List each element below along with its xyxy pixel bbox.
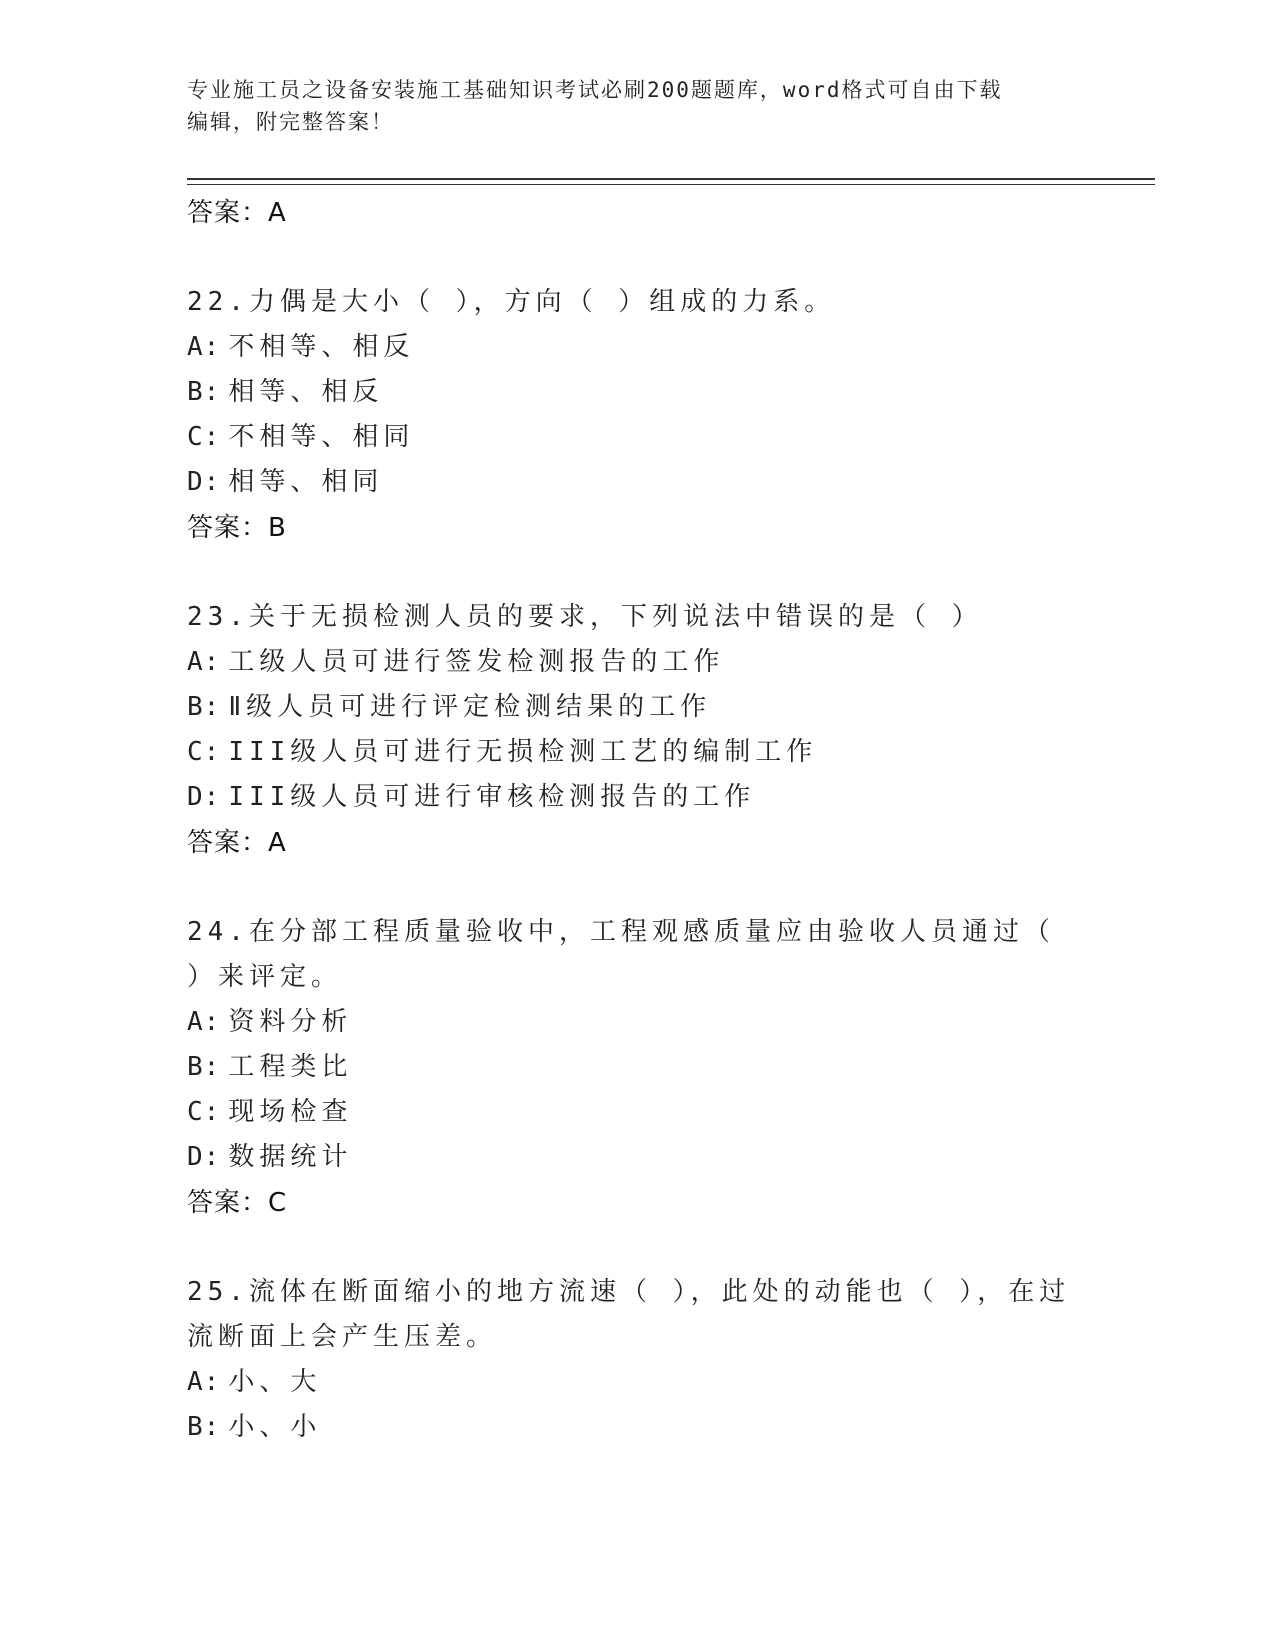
option-letter: B: bbox=[187, 377, 221, 407]
option-text: 不相等、相反 bbox=[228, 332, 415, 362]
option-letter: D: bbox=[187, 782, 221, 812]
option-text: Ⅱ级人员可进行评定检测结果的工作 bbox=[228, 692, 712, 722]
option-d bbox=[187, 460, 1087, 505]
option-text: 相等、相同 bbox=[228, 467, 384, 497]
option-b bbox=[187, 370, 1087, 415]
header-title-line-2: 编辑，附完整答案！ bbox=[187, 110, 394, 134]
answer-value: B bbox=[268, 513, 287, 543]
option-text: 小、小 bbox=[228, 1412, 322, 1442]
option-d bbox=[187, 1135, 1087, 1180]
option-text: III级人员可进行审核检测报告的工作 bbox=[228, 782, 756, 812]
header-divider-thick bbox=[187, 178, 1155, 180]
header-title-line-1: 专业施工员之设备安装施工基础知识考试必刷200题题库，word格式可自由下载 bbox=[187, 78, 1003, 102]
option-b bbox=[187, 1045, 1087, 1090]
option-text: 不相等、相同 bbox=[228, 422, 415, 452]
option-letter: B: bbox=[187, 1412, 221, 1442]
answer-line bbox=[187, 190, 1087, 236]
option-a bbox=[187, 1000, 1087, 1045]
question-block bbox=[187, 595, 1087, 866]
answer-label: 答案： bbox=[187, 513, 269, 543]
answer-value: A bbox=[268, 828, 287, 858]
option-letter: D: bbox=[187, 467, 221, 497]
option-b bbox=[187, 685, 1087, 730]
option-letter: C: bbox=[187, 1097, 221, 1127]
option-c bbox=[187, 415, 1087, 460]
option-letter: A: bbox=[187, 647, 221, 677]
option-text: 小、大 bbox=[228, 1367, 322, 1397]
question-block bbox=[187, 1270, 1087, 1450]
question-list bbox=[187, 190, 1087, 1450]
option-text: 资料分析 bbox=[228, 1007, 353, 1037]
answer-line bbox=[187, 505, 1087, 551]
option-text: 数据统计 bbox=[228, 1142, 353, 1172]
question-block bbox=[187, 910, 1087, 1226]
option-c bbox=[187, 1090, 1087, 1135]
answer-line bbox=[187, 1180, 1087, 1226]
answer-label: 答案： bbox=[187, 198, 269, 228]
option-a bbox=[187, 325, 1087, 370]
question-text: 22.力偶是大小（ ），方向（ ）组成的力系。 bbox=[187, 287, 836, 317]
option-letter: C: bbox=[187, 422, 221, 452]
question-block bbox=[187, 280, 1087, 551]
answer-label: 答案： bbox=[187, 1188, 269, 1218]
option-letter: A: bbox=[187, 332, 221, 362]
option-text: 现场检查 bbox=[228, 1097, 353, 1127]
answer-value: A bbox=[268, 198, 287, 228]
option-text: 工级人员可进行签发检测报告的工作 bbox=[228, 647, 725, 677]
answer-label: 答案： bbox=[187, 828, 269, 858]
option-b bbox=[187, 1405, 1087, 1450]
option-c bbox=[187, 730, 1087, 775]
question-text: 24.在分部工程质量验收中，工程观感质量应由验收人员通过（ ）来评定。 bbox=[187, 917, 1055, 992]
option-text: 工程类比 bbox=[228, 1052, 353, 1082]
header-divider-thin bbox=[187, 184, 1155, 185]
question-text: 23.关于无损检测人员的要求，下列说法中错误的是（ ） bbox=[187, 602, 983, 632]
answer-value: C bbox=[268, 1188, 288, 1218]
option-letter: A: bbox=[187, 1367, 221, 1397]
option-text: 相等、相反 bbox=[228, 377, 384, 407]
option-d bbox=[187, 775, 1087, 820]
option-a bbox=[187, 640, 1087, 685]
option-letter: B: bbox=[187, 1052, 221, 1082]
option-text: III级人员可进行无损检测工艺的编制工作 bbox=[228, 737, 818, 767]
question-text: 25.流体在断面缩小的地方流速（ ），此处的动能也（ ），在过流断面上会产生压差。 bbox=[187, 1277, 1071, 1352]
document-header bbox=[187, 74, 1087, 138]
option-letter: C: bbox=[187, 737, 221, 767]
option-letter: A: bbox=[187, 1007, 221, 1037]
answer-line bbox=[187, 820, 1087, 866]
option-letter: D: bbox=[187, 1142, 221, 1172]
option-letter: B: bbox=[187, 692, 221, 722]
option-a bbox=[187, 1360, 1087, 1405]
